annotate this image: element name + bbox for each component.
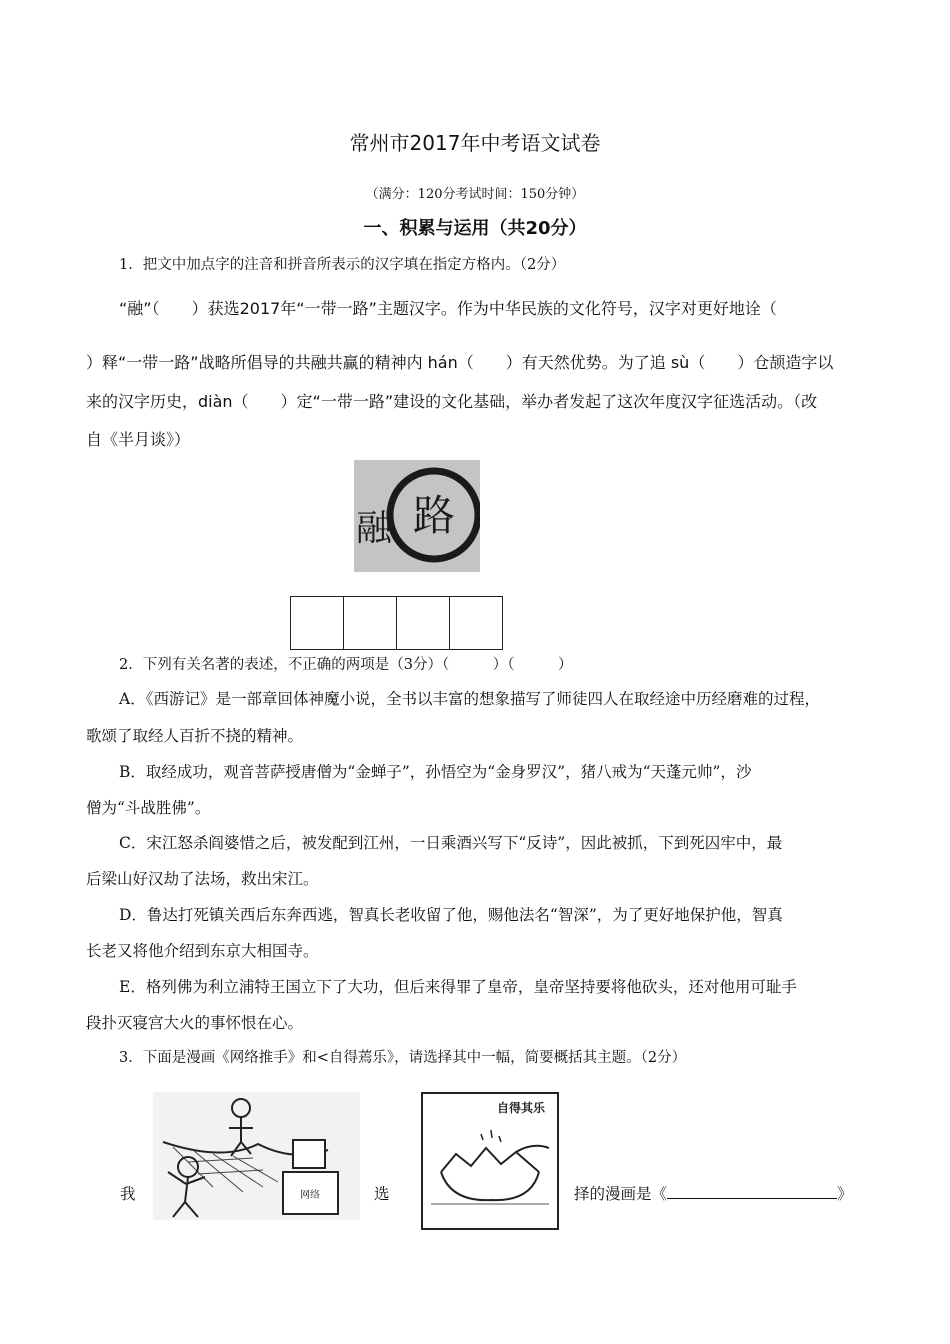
seal-graphic [354,460,480,572]
q2-line: 段扑灭寝宫大火的事怀恨在心。 [86,1014,304,1032]
comic-self-content [421,1092,559,1230]
q2-line: D．鲁达打死镇关西后东奔西逃，智真长老收留了他，赐他法名“智深”，为了更好地保护他，智真 [119,906,783,924]
seal-circle-char: 路 [412,491,456,540]
q2-line: C．宋江怒杀阎婆惜之后，被发配到江州，一日乘酒兴写下“反诗”，因此被抓，下到死囚牢中，最 [119,834,783,852]
q3-stem: 3．下面是漫画《网络推手》和<自得蔫乐》，请选择其中一幅，简要概括其主题。（2分） [119,1050,687,1066]
answer-suffix: 》 [837,1185,853,1203]
comic1-label: 网络 [300,1190,320,1201]
answer-box[interactable] [450,597,502,649]
answer-boxes [290,596,503,650]
q2-line: 僧为“斗战胜佛”。 [86,799,211,817]
answer-box[interactable] [397,597,450,649]
q2-line: 歌颂了取经人百折不挠的精神。 [86,727,304,745]
q2-line: E．格列佛为利立浦特王国立下了大功，但后来得罪了皇帝，皇帝坚持要将他砍头，还对他用可耻手 [119,978,797,996]
q1-line-1: “融”（ ）获选2017年“一带一路”主题汉字。作为中华民族的文化符号，汉字对更好地诠（ [119,299,777,318]
q1-line-3: 来的汉字历史，diàn（ ）定“一带一路”建设的文化基础，举办者发起了这次年度汉字征选活动。（改 [86,392,818,411]
q1-stem: 1．把文中加点字的注音和拼音所表示的汉字填在指定方格内。（2分） [119,257,566,273]
answer-prefix: 择的漫画是《 [574,1185,668,1203]
q1-line-4: 自《半月谈》） [86,430,191,449]
q2-line: A．《西游记》是一部章回体神魔小说，全书以丰富的想象描写了师徒四人在取经途中历经磨难的过程， [119,690,820,708]
q2-line: 长老又将他介绍到东京大相国寺。 [86,942,319,960]
q2-line: 后梁山好汉劫了法场，救出宋江。 [86,870,319,888]
comic2-graphic [421,1092,559,1230]
answer-blank[interactable] [667,1184,837,1199]
q2-stem: 2．下列有关名著的表述，不正确的两项是（3分）（ ）（ ） [119,657,573,673]
comic-network-pusher [153,1092,360,1220]
comic1-graphic [153,1092,360,1220]
q2-line: B．取经成功，观音菩萨授唐僧为“金蝉子”，孙悟空为“金身罗汉”，猪八戒为“天蓬元帅”，沙 [119,763,752,781]
page-title: 常州市2017年中考语文试卷 [349,131,601,155]
q1-line-2: ）释“一带一路”战略所倡导的共融共赢的精神内 hán（ ）有天然优势。为了追 sù（ ）仓颉造字以 [86,353,834,372]
answer-box[interactable] [344,597,397,649]
q3-word-select: 选 [374,1185,390,1203]
seal-image [354,460,480,572]
comic2-title: 自得其乐 [496,1101,546,1115]
q3-answer-line [574,1182,853,1204]
seal-left-char: 融 [355,508,393,549]
answer-box[interactable] [291,597,344,649]
section-heading: 一、积累与运用（共20分） [363,218,587,239]
q3-word-i: 我 [120,1185,136,1203]
exam-meta: （满分：120分考试时间：150分钟） [365,187,585,202]
